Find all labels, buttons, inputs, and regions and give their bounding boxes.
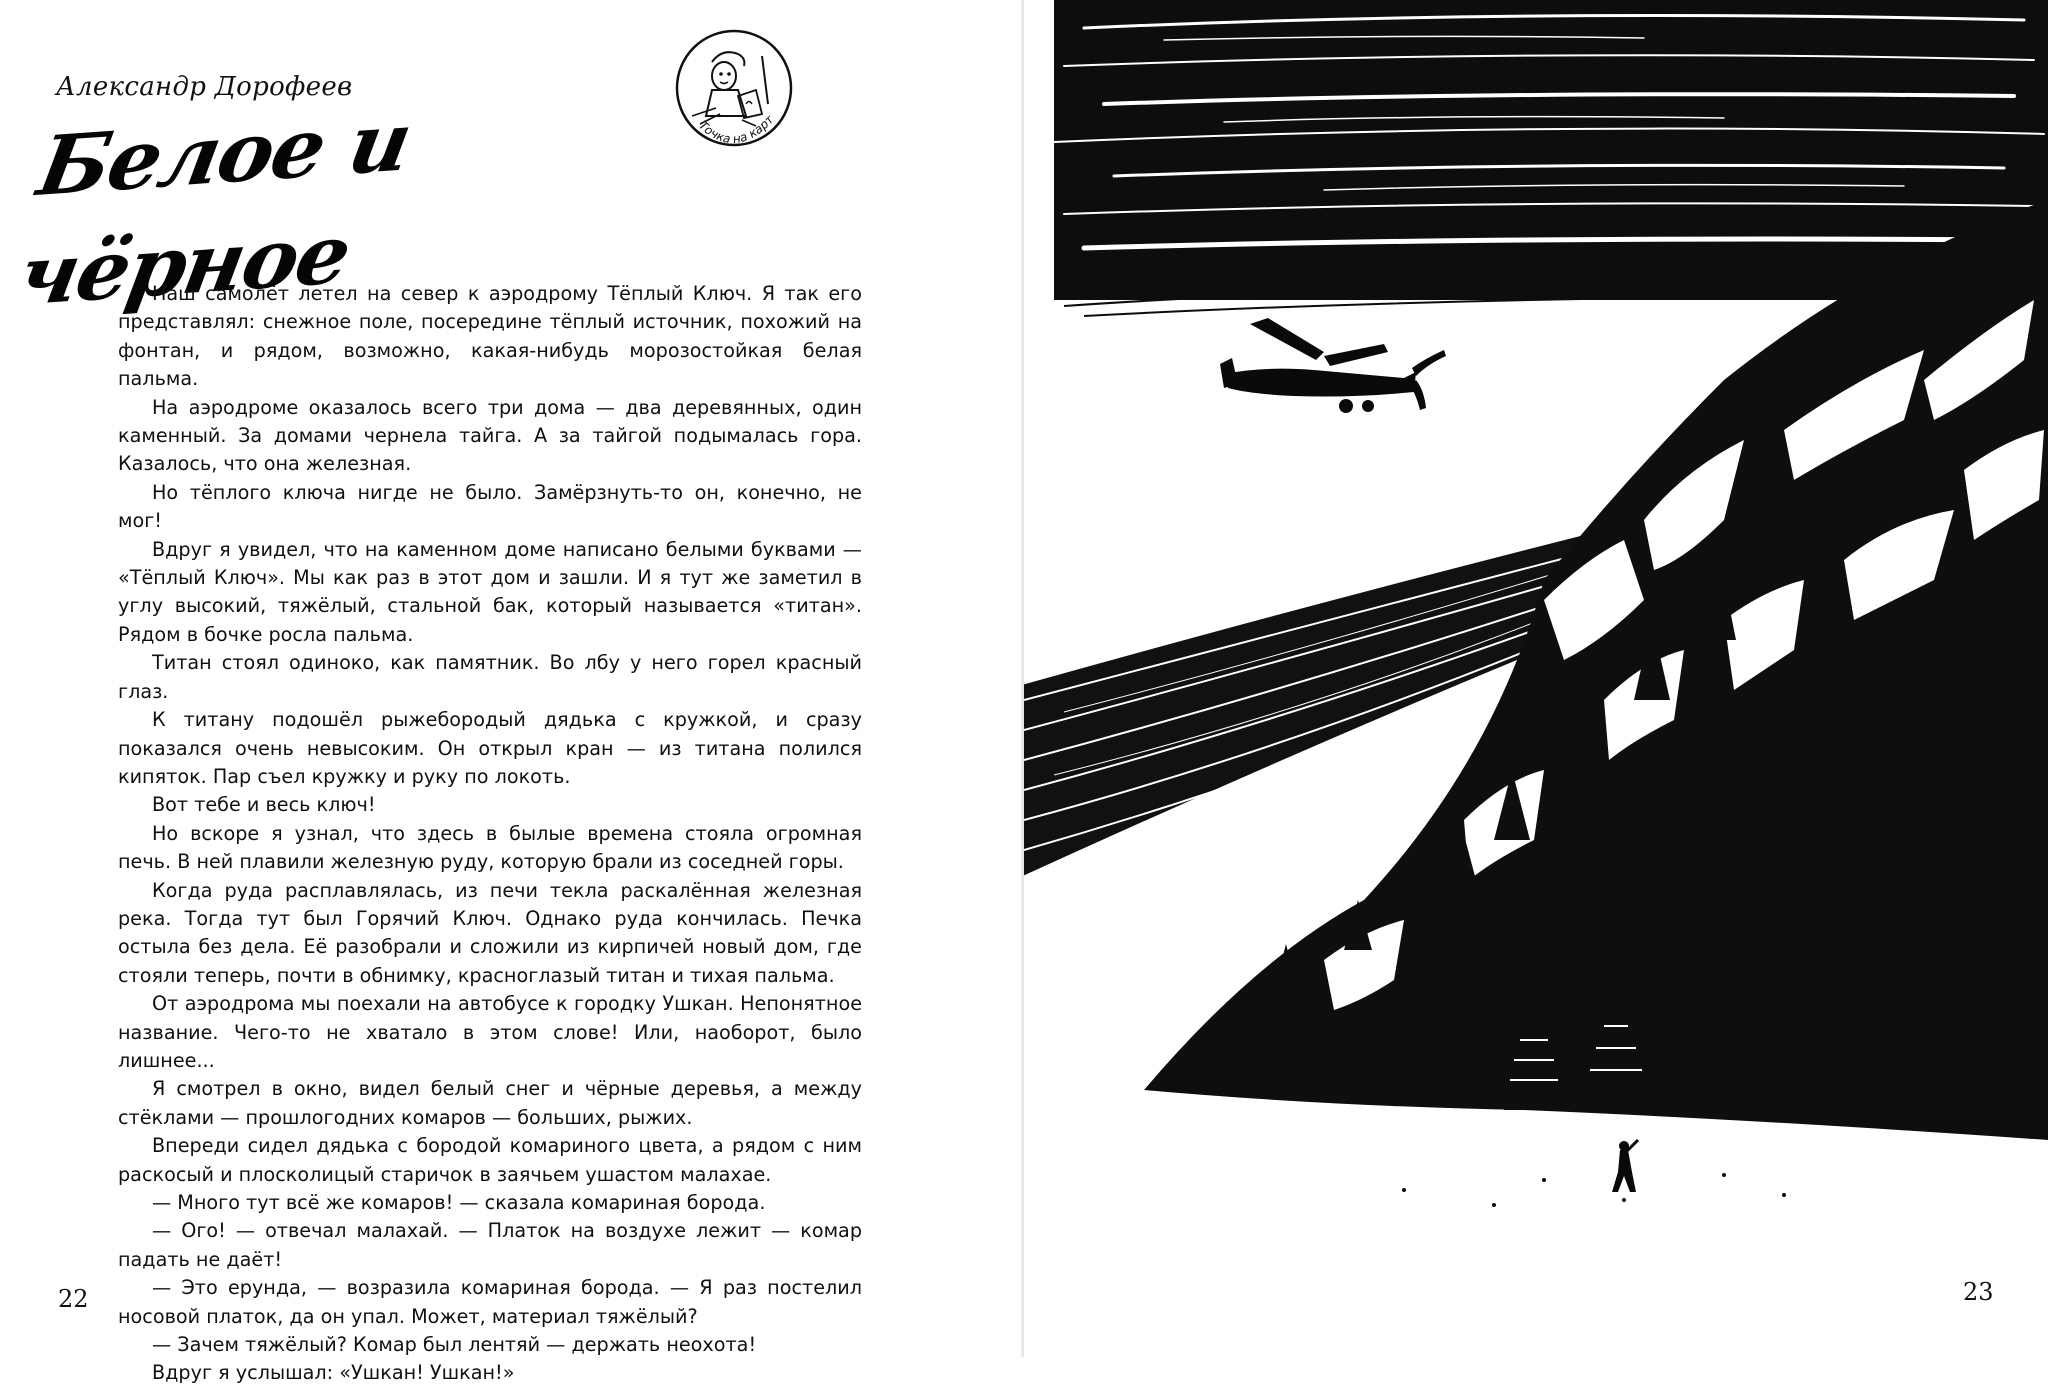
paragraph: Вот тебе и весь ключ! <box>152 793 376 817</box>
left-page <box>0 0 1024 1385</box>
paragraph: Я смотрел в окно, видел белый снег и чёрные деревья, а между стёклами — прошлогодних комаров — больших, рыжих. <box>118 1077 862 1129</box>
paragraph: От аэродрома мы поехали на автобусе к городку Ушкан. Непонятное название. Чего-то не хватало в этом слове! Или, наоборот, было лишнее... <box>118 992 862 1072</box>
section-badge <box>672 26 800 166</box>
paragraph: Титан стоял одиноко, как памятник. Во лбу у него горел красный глаз. <box>118 651 862 703</box>
paragraph: — Зачем тяжёлый? Комар был лентяй — держать неохота! <box>152 1333 757 1357</box>
paragraph: — Ого! — отвечал малахай. — Платок на воздухе лежит — комар падать не даёт! <box>118 1219 862 1271</box>
badge-label: Точка на карт <box>696 112 777 147</box>
paragraph: Наш самолёт летел на север к аэродрому Тёплый Ключ. Я так его представлял: снежное поле, посередине тёплый источник, похожий на фонтан, и рядом, возможно, какая-нибудь морозостойкая белая пальма. <box>118 282 862 391</box>
svg-text:Точка на карте <box>672 26 777 146</box>
paragraph: Вдруг я услышал: «Ушкан! Ушкан!» <box>152 1361 515 1385</box>
page-number-right: 23 <box>1963 1278 1994 1306</box>
person-icon <box>1612 1140 1638 1192</box>
paragraph: Когда руда расплавлялась, из печи текла раскалённая железная река. Тогда тут был Горячий Ключ. Однако руда кончилась. Печка остыла без дела. Её разобрали и сложили из кирпичей новый дом, где стояли теперь, почти в обнимку, красноглазый титан и тихая пальма. <box>118 878 862 987</box>
airplane-icon <box>1220 318 1446 413</box>
story-text <box>118 280 862 1388</box>
right-page <box>1024 0 2048 1357</box>
paragraph: Вдруг я увидел, что на каменном доме написано белыми буквами — «Тёплый Ключ». Мы как раз в этот дом и зашли. И я тут же заметил в углу высокий, тяжёлый, стальной бак, который называется «титан». Рядом в бочке росла пальма. <box>118 537 862 646</box>
paragraph: — Это ерунда, — возразила комариная борода. — Я раз постелил носовой платок, да он упал. Может, материал тяжёлый? <box>118 1276 862 1328</box>
paragraph: Но вскоре я узнал, что здесь в былые времена стояла огромная печь. В ней плавили железную руду, которую брали из соседней горы. <box>118 821 862 874</box>
paragraph: К титану подошёл рыжебородый дядька с кружкой, и сразу показался очень невысоким. Он открыл кран — из титана полился кипяток. Пар съел кружку и руку по локоть. <box>118 708 862 788</box>
snow-dots <box>1402 1173 1786 1207</box>
paragraph: На аэродроме оказалось всего три дома — два деревянных, один каменный. За домами чернела тайга. А за тайгой подымалась гора. Казалось, что она железная. <box>118 395 862 476</box>
story-title: Белое и чёрное <box>11 93 418 325</box>
page-number-left: 22 <box>58 1285 89 1313</box>
sky-brush-strokes <box>1054 0 2048 300</box>
ink-illustration <box>1024 0 2048 1357</box>
paragraph: Впереди сидел дядька с бородой комариного цвета, а рядом с ним раскосый и плосколицый старичок в заячьем ушастом малахае. <box>118 1134 862 1186</box>
paragraph: Но тёплого ключа нигде не было. Замёрзнуть-то он, конечно, не мог! <box>118 480 862 533</box>
author-name: Александр Дорофеев <box>56 72 353 102</box>
doodle-reader-icon <box>672 26 800 166</box>
paragraph: — Много тут всё же комаров! — сказала комариная борода. <box>152 1191 766 1214</box>
